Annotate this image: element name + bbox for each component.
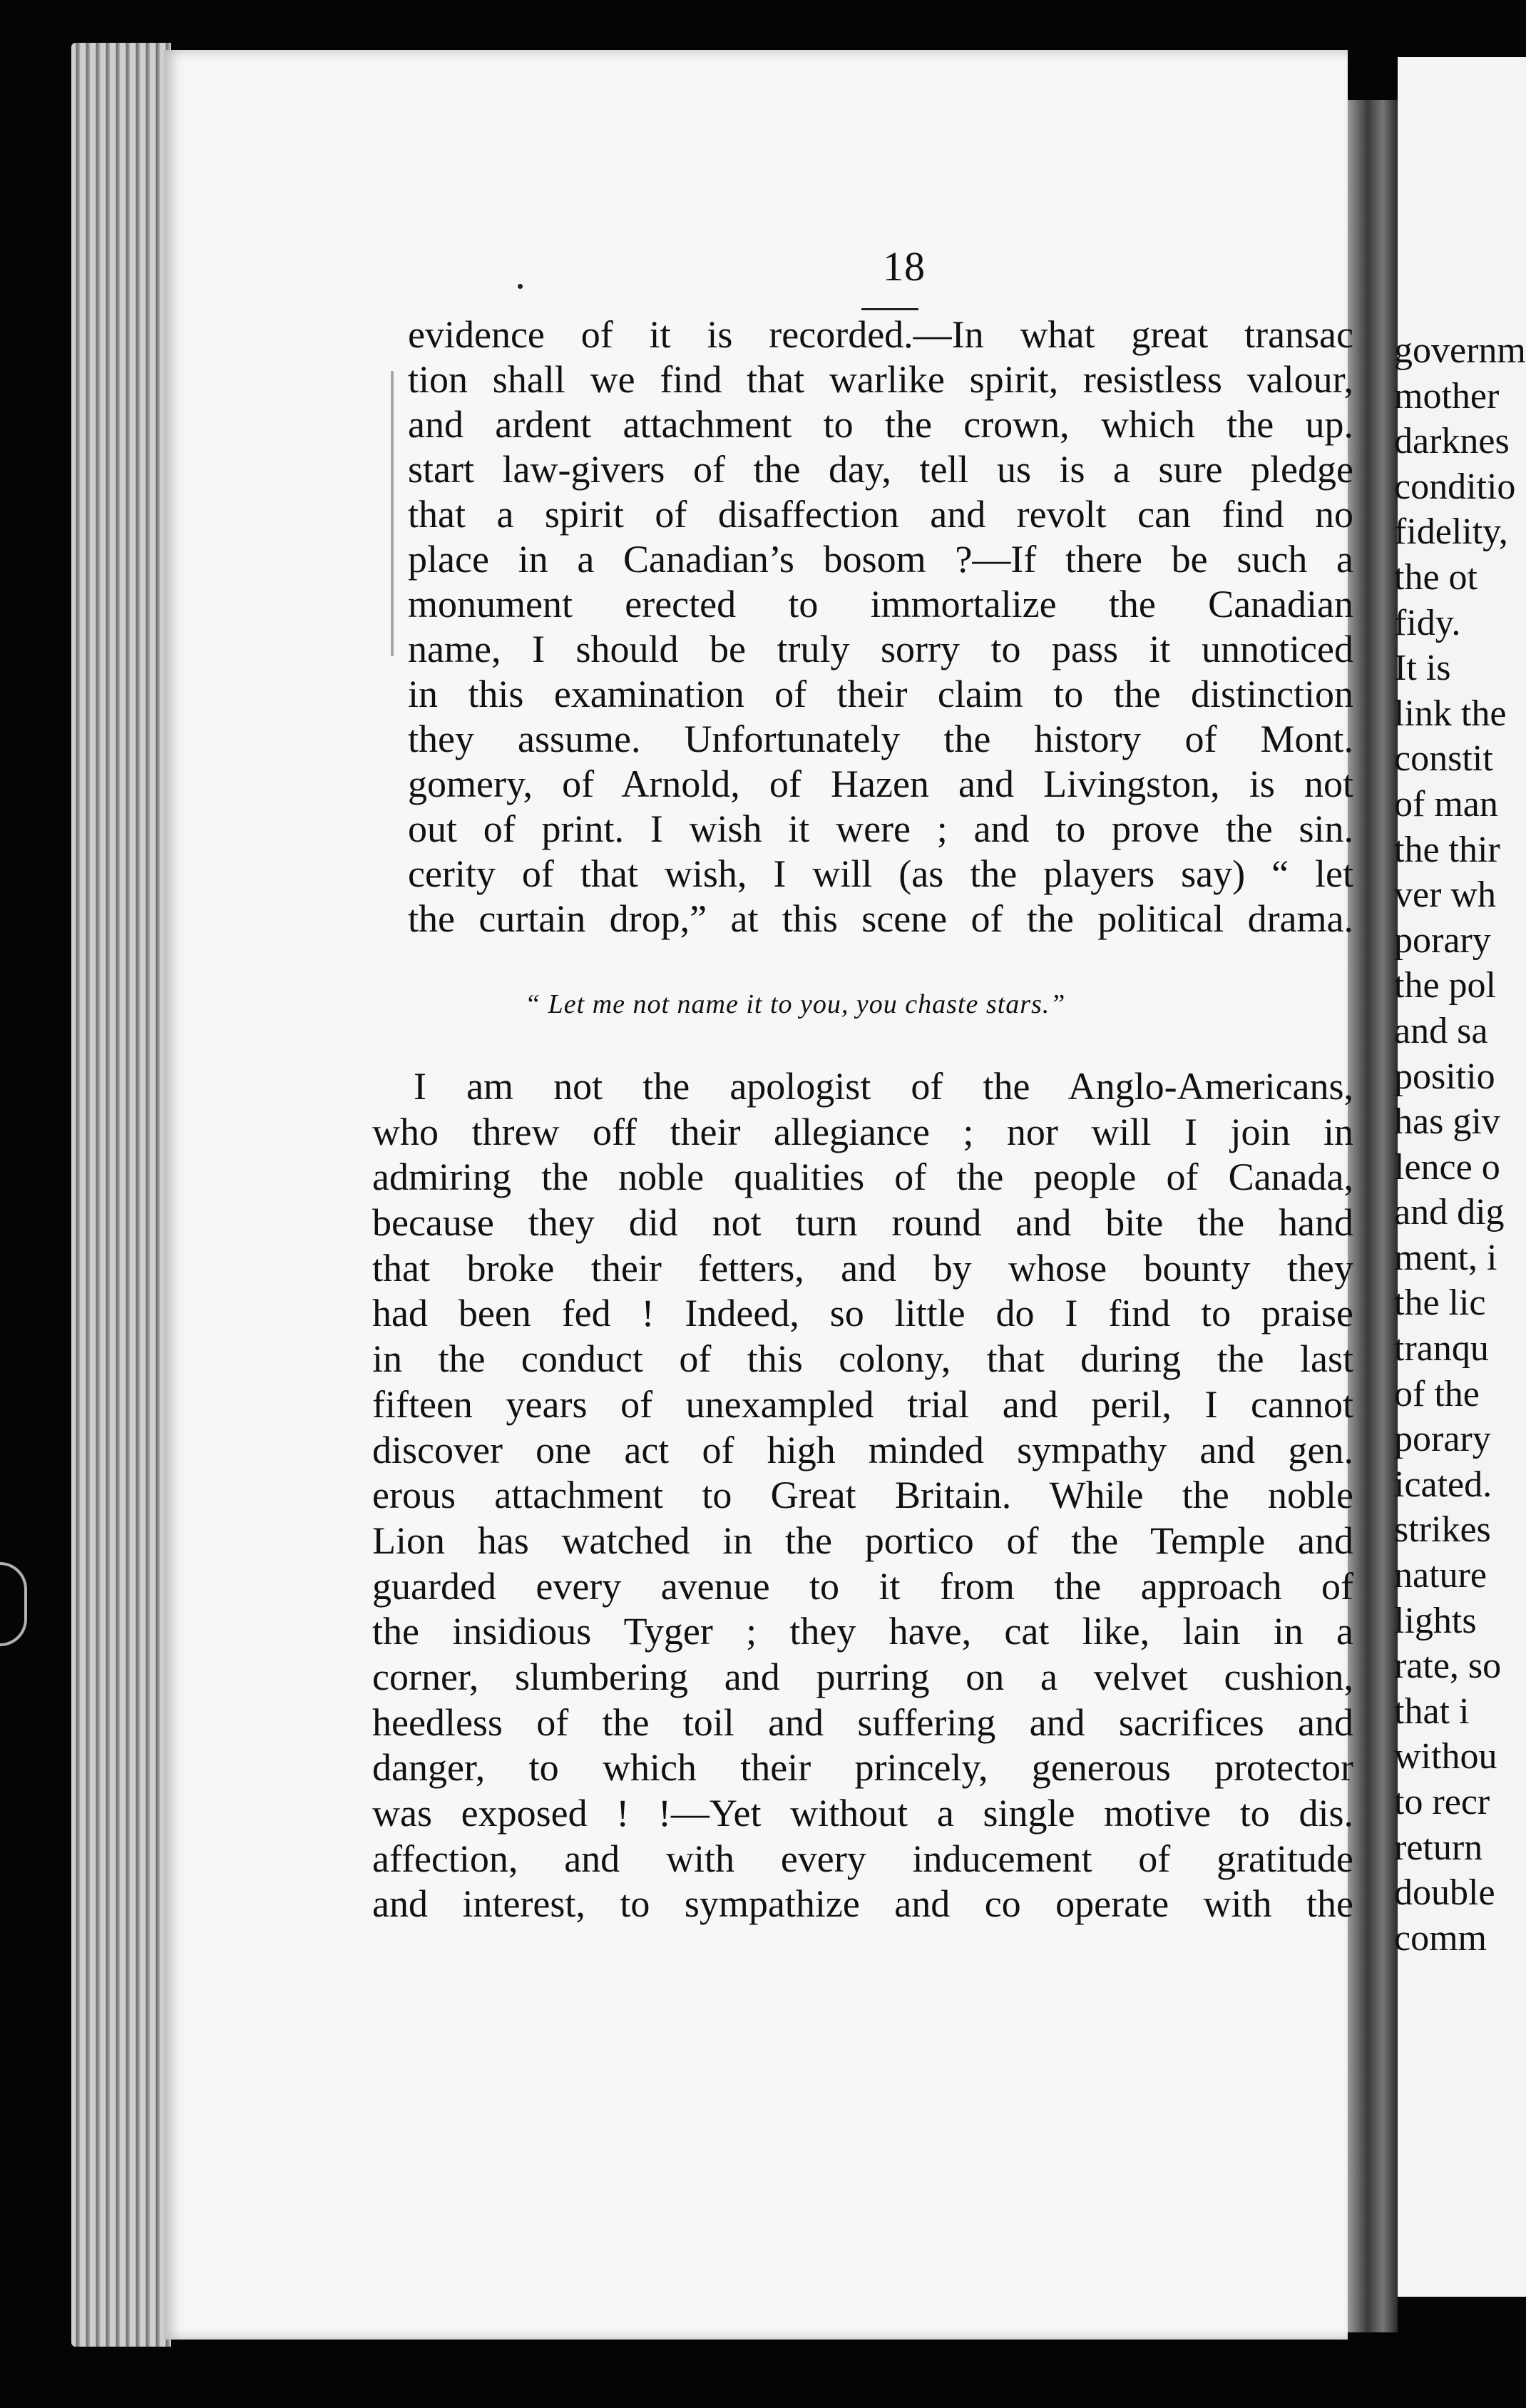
ink-dot xyxy=(518,284,523,289)
page-number-rule xyxy=(861,308,918,310)
facing-page-line: icated. xyxy=(1394,1464,1492,1505)
text-line: corner, slumbering and purring on a velvet cushion, xyxy=(372,1655,1353,1698)
facing-page-line: mother xyxy=(1394,375,1500,417)
book-gutter xyxy=(1348,100,1398,2332)
facing-page-line: the lic xyxy=(1394,1282,1486,1324)
text-line: out of print. I wish it were ; and to prove the sin. xyxy=(408,807,1353,850)
text-line: that a spirit of disaffection and revolt can find no xyxy=(408,493,1353,536)
facing-page-line: and sa xyxy=(1394,1010,1488,1051)
facing-page-line: strikes xyxy=(1394,1509,1491,1551)
facing-page-line: ment, i xyxy=(1394,1237,1497,1278)
book-page-edges xyxy=(71,43,171,2347)
facing-page-line: withou xyxy=(1394,1736,1497,1777)
facing-page-line: rate, so xyxy=(1394,1646,1502,1687)
text-line: was exposed ! !—Yet without a single motive to dis. xyxy=(372,1792,1353,1835)
text-line: and interest, to sympathize and co operate with the xyxy=(372,1882,1353,1926)
facing-page-line: porary xyxy=(1394,1419,1491,1460)
text-line: admiring the noble qualities of the people of Canada, xyxy=(372,1155,1353,1199)
text-line: monument erected to immortalize the Canadian xyxy=(408,583,1353,626)
facing-page-line: to recr xyxy=(1394,1782,1490,1822)
facing-page-line: lence o xyxy=(1394,1146,1500,1188)
facing-page-line: the ot xyxy=(1394,556,1478,598)
quotation: “ Let me not name it to you, you chaste stars.” xyxy=(525,989,1066,1019)
paragraph-apologist xyxy=(372,1064,1353,1927)
facing-page-line: tranqu xyxy=(1394,1328,1489,1369)
text-line: the curtain drop,” at this scene of the political drama. xyxy=(408,897,1353,940)
text-line: who threw off their allegiance ; nor will I join in xyxy=(372,1110,1353,1153)
text-line: fifteen years of unexampled trial and peril, I cannot xyxy=(372,1382,1353,1426)
facing-page-line: nature xyxy=(1394,1555,1487,1596)
text-line: the insidious Tyger ; they have, cat like, lain in a xyxy=(372,1610,1353,1653)
facing-page-line: fidelity, xyxy=(1394,511,1508,553)
page-number: 18 xyxy=(883,243,926,290)
text-line: I am not the apologist of the Anglo-Americans, xyxy=(414,1065,1353,1108)
facing-page-text xyxy=(1394,328,1526,1961)
text-line: evidence of it is recorded.—In what great transac xyxy=(408,313,1353,356)
facing-page-line: comm xyxy=(1394,1917,1487,1959)
facing-page-line: lights xyxy=(1394,1600,1477,1641)
facing-page-line: of man xyxy=(1394,783,1498,825)
text-line: Lion has watched in the portico of the Temple and xyxy=(372,1519,1353,1562)
facing-page-line: that i xyxy=(1394,1690,1470,1732)
facing-page-line: and dig xyxy=(1394,1192,1505,1233)
text-line: in the conduct of this colony, that during the last xyxy=(372,1337,1353,1381)
facing-page-line: constit xyxy=(1394,738,1493,780)
facing-page-line: conditio xyxy=(1394,466,1516,507)
facing-page-line: governm xyxy=(1394,330,1526,371)
text-line: discover one act of high minded sympathy and gen. xyxy=(372,1428,1353,1471)
facing-page-line: porary xyxy=(1394,919,1491,961)
text-line: they assume. Unfortunately the history of Mont. xyxy=(408,718,1353,760)
text-line: because they did not turn round and bite the hand xyxy=(372,1201,1353,1245)
facing-page-line: ver wh xyxy=(1394,874,1496,916)
text-line: guarded every avenue to it from the approach of xyxy=(372,1564,1353,1608)
text-line: erous attachment to Great Britain. While the noble xyxy=(372,1474,1353,1517)
facing-page-line: fidy. xyxy=(1394,602,1461,643)
text-line: name, I should be truly sorry to pass it unnoticed xyxy=(408,628,1353,670)
text-line: and ardent attachment to the crown, which the up. xyxy=(408,403,1353,446)
text-line: tion shall we find that warlike spirit, resistless valour, xyxy=(408,358,1353,401)
facing-page-line: the thir xyxy=(1394,829,1500,870)
text-line: danger, to which their princely, generous protector xyxy=(372,1746,1353,1790)
facing-page-line: of the xyxy=(1394,1373,1480,1414)
facing-page-line: double xyxy=(1394,1872,1495,1914)
text-line: affection, and with every inducement of gratitude xyxy=(372,1837,1353,1880)
facing-page-line: It is xyxy=(1394,648,1451,689)
text-line: had been fed ! Indeed, so little do I find to praise xyxy=(372,1292,1353,1335)
text-line: that broke their fetters, and by whose bounty they xyxy=(372,1246,1353,1290)
margin-pencil-line xyxy=(391,371,394,656)
facing-page-line: the pol xyxy=(1394,965,1496,1006)
facing-page-line: has giv xyxy=(1394,1101,1500,1143)
paragraph-continued xyxy=(408,312,1353,942)
text-line: in this examination of their claim to the distinction xyxy=(408,673,1353,715)
text-line: cerity of that wish, I will (as the players say) “ let xyxy=(408,852,1353,895)
facing-page-line: link the xyxy=(1394,693,1507,734)
text-line: heedless of the toil and suffering and sacrifices and xyxy=(372,1700,1353,1744)
facing-page-line: positio xyxy=(1394,1056,1495,1097)
facing-page-line: return xyxy=(1394,1827,1483,1868)
text-line: start law-givers of the day, tell us is a sure pledge xyxy=(408,448,1353,491)
facing-page-line: darknes xyxy=(1394,421,1510,462)
text-line: gomery, of Arnold, of Hazen and Livingston, is not xyxy=(408,762,1353,805)
text-line: place in a Canadian’s bosom ?—If there be such a xyxy=(408,538,1353,581)
